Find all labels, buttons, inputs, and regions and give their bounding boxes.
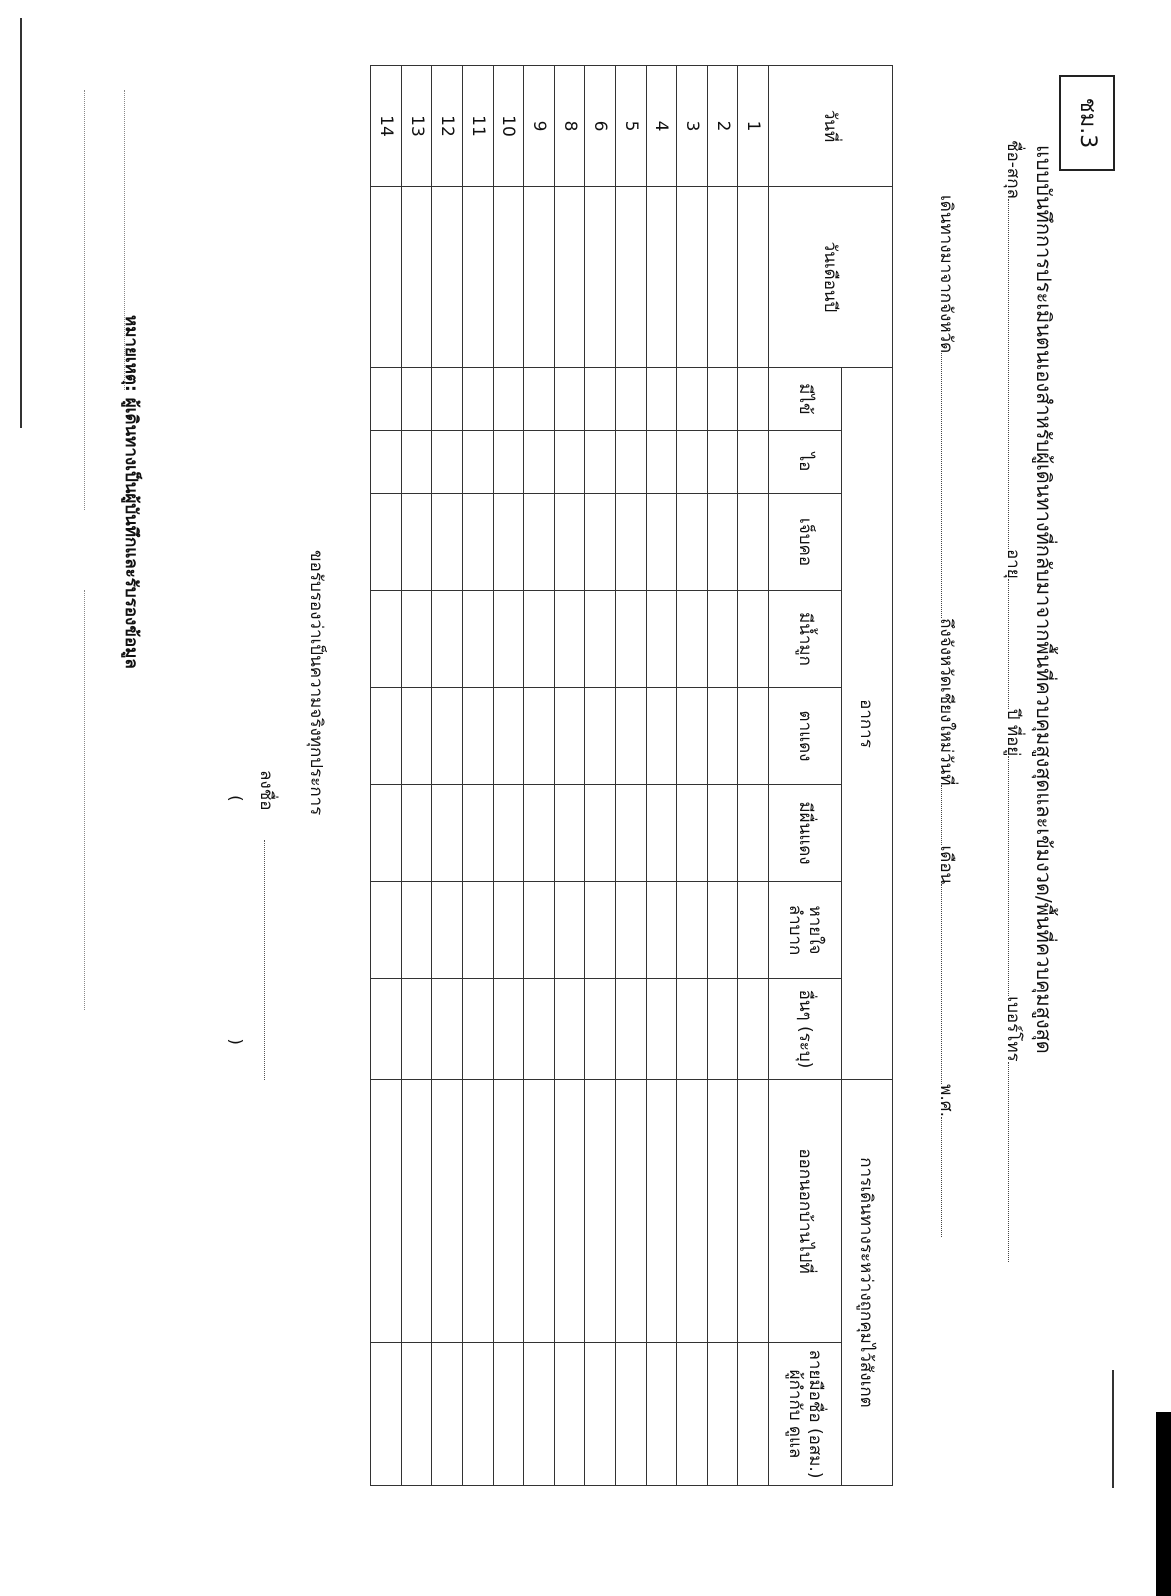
table-row <box>677 66 708 1486</box>
from-province-label: เดินทางมาจากจังหวัด <box>936 195 956 354</box>
arrive-date-label: ถึงจังหวัดเชียงใหม่วันที่ <box>936 618 956 786</box>
day-number: 11 <box>463 66 494 187</box>
phone-label: เบอร์โทร <box>1003 996 1023 1062</box>
table-row <box>585 66 616 1486</box>
remark-note: หมายเหตุ: ผู้เดินทางเป็นผู้บันทึกและรับรองข้อมูล <box>121 315 141 669</box>
day-number: 14 <box>371 66 402 187</box>
header-cough: ไอ <box>769 431 842 494</box>
table-row <box>646 66 677 1486</box>
day-number: 5 <box>616 66 647 187</box>
table-body <box>371 66 769 1486</box>
day-number: 13 <box>401 66 432 187</box>
paren-open: ( <box>225 795 245 802</box>
personal-info-row <box>1000 140 1027 1262</box>
travel-info-row <box>933 195 960 1237</box>
address-field[interactable] <box>1008 756 1023 996</box>
header-went-out: ออกนอกบ้านไปที่ <box>769 1080 842 1343</box>
day-number: 4 <box>646 66 677 187</box>
page-edge-left <box>20 18 22 428</box>
header-red-eyes: ตาแดง <box>769 688 842 785</box>
paren-close: ) <box>225 1038 245 1045</box>
be-year-label: พ.ศ. <box>936 1084 956 1117</box>
day-number: 8 <box>554 66 585 187</box>
month-label: เดือน <box>936 845 956 885</box>
name-label: ชื่อ-สกุล <box>1003 140 1023 199</box>
day-number: 10 <box>493 66 524 187</box>
header-date: วันเดือนปี <box>769 187 893 368</box>
document-title <box>1028 145 1060 1295</box>
header-day: วันที่ <box>769 66 893 187</box>
certify-statement: ขอรับรองว่าเป็นความจริงทุกประการ <box>306 550 326 816</box>
day-number: 2 <box>707 66 738 187</box>
table-row <box>707 66 738 1486</box>
header-fever: มีไข้ <box>769 368 842 431</box>
day-number: 3 <box>677 66 708 187</box>
signature-label: ลงชื่อ <box>256 770 276 811</box>
table-row <box>432 66 463 1486</box>
printed-name-parens[interactable] <box>225 795 245 1045</box>
form-code-box: ชม.3 <box>1059 75 1115 171</box>
year-field[interactable] <box>941 1117 956 1237</box>
header-symptoms-group: อาการ <box>842 368 893 1080</box>
margin-dotted-line <box>84 90 85 510</box>
header-breathing: หายใจลำบาก <box>769 882 842 979</box>
age-field[interactable] <box>1008 579 1023 709</box>
day-number: 6 <box>585 66 616 187</box>
table-row <box>401 66 432 1486</box>
table-row <box>524 66 555 1486</box>
table-row <box>554 66 585 1486</box>
age-label: อายุ <box>1003 548 1023 579</box>
day-number: 1 <box>738 66 769 187</box>
table-row <box>738 66 769 1486</box>
arrive-day-field[interactable] <box>941 785 956 845</box>
from-province-field[interactable] <box>941 353 956 618</box>
table-row <box>616 66 647 1486</box>
name-field[interactable] <box>1008 199 1023 549</box>
header-travel-group: การเดินทางระหว่างถูกคุมไว้สังเกต <box>842 1080 893 1486</box>
margin-dotted-line <box>84 590 85 1010</box>
header-runny-nose: มีน้ำมูก <box>769 591 842 688</box>
header-other: อื่นๆ (ระบุ) <box>769 979 842 1080</box>
table-row <box>493 66 524 1486</box>
form-sheet <box>45 10 1145 1590</box>
table-row <box>463 66 494 1486</box>
document-title-text: แบบบันทึกการประเมินตนเองสำหรับผู้เดินทางที่กลับมาจากพื้นที่ควบคุมสูงสุดและเข้มงวด/พื้นที่ควบคุมสูงสุด <box>1032 145 1056 1054</box>
address-label: ปี ที่อยู่ <box>1003 708 1023 757</box>
header-rash: มีผื่นแดง <box>769 785 842 882</box>
header-supervisor-sign: ลายมือชื่อ (อสม.) ผู้กำกับ ดูแล <box>769 1343 842 1486</box>
self-assessment-table <box>370 65 893 1486</box>
table-row <box>371 66 402 1486</box>
day-number: 12 <box>432 66 463 187</box>
signature-line[interactable] <box>264 840 265 1080</box>
day-number: 9 <box>524 66 555 187</box>
month-field[interactable] <box>941 884 956 1084</box>
margin-dotted-line <box>124 90 125 390</box>
header-sore-throat: เจ็บคอ <box>769 494 842 591</box>
scan-edge <box>1156 1412 1171 1596</box>
phone-field[interactable] <box>1008 1062 1023 1262</box>
